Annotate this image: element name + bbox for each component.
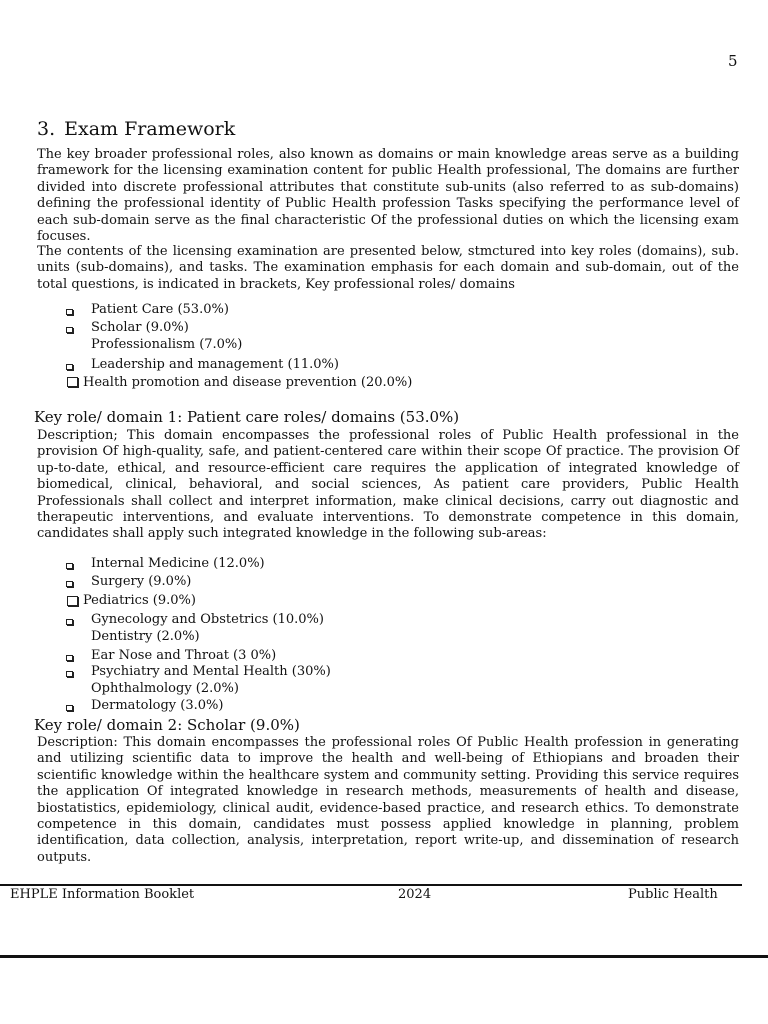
domain-2-description: Description: This domain encompasses the professional roles Of Public Health profession in generating and utilizing scientific data to improve the health and well-being of Ethiopians and broaden their scientific knowledge within the healthcare system and community setting. Providing this service requires the application Of integrated knowledge in research methods, measurements of health and disease, biostatistics, epidemiology, clinical audit, evidence-based practice, and research ethics. To demonstrate competence in this domain, candidates must possess applied knowledge in planning, problem identification, data collection, analysis, interpretation, report write-up, and dissemination of research outputs. [37,735,739,865]
section-title [37,118,235,140]
list-item: Pediatrics (9.0%) [83,593,196,608]
footer-left: EHPLE Information Booklet [10,887,195,902]
footer-center: 2024 [398,887,432,902]
list-item: Professionalism (7.0%) [91,337,243,352]
footer-divider [0,884,742,886]
page-number: 5 [728,52,738,70]
domain-2-heading: Key role/ domain 2: Scholar (9.0%) [34,716,300,734]
intro-paragraph-1: The key broader professional roles, also known as domains or main knowledge areas serve as a building framework for the licensing examination content for public Health professional, The domains are further divided into discrete professional attributes that constitute sub-units (also referred to as sub-domains) defining the professional identity of Public Health profession Tasks specifying the performance level of each sub-domain serve as the final characteristic Of the professional duties on which the licensing exam focuses. [37,147,739,245]
list-item: Leadership and management (11.0%) [91,357,339,372]
list-item: Psychiatry and Mental Health (30%) [91,664,331,679]
list-item: Surgery (9.0%) [91,574,192,589]
list-item: Ophthalmology (2.0%) [91,681,239,696]
domain-1-heading: Key role/ domain 1: Patient care roles/ domains (53.0%) [34,408,460,426]
checkbox-bullet-icon [67,596,78,606]
checkbox-bullet-icon [66,705,73,711]
list-item: Gynecology and Obstetrics (10.0%) [91,612,324,627]
list-item: Dermatology (3.0%) [91,698,224,713]
checkbox-bullet-icon [66,563,73,569]
intro-paragraph-2: The contents of the licensing examination are presented below, stmctured into key roles (domains), sub. units (sub-domains), and tasks. The examination emphasis for each domain and sub-domain, out of the total questions, is indicated in brackets, Key professional roles/ domains [37,244,739,292]
checkbox-bullet-icon [66,309,73,315]
checkbox-bullet-icon [66,619,73,625]
domain-1-description: Description; This domain encompasses the professional roles of Public Health professional in the provision Of high-quality, safe, and patient-centered care within their scope Of practice. The provision Of up-to-date, ethical, and resource-efficient care requires the application of integrated knowledge of biomedical, clinical, behavioral, and social sciences, As patient care providers, Public Health Professionals shall collect and interpret information, make clinical decisions, carry out diagnostic and therapeutic interventions, and evaluate interventions. To demonstrate competence in this domain, candidates shall apply such integrated knowledge in the following sub-areas: [37,428,739,542]
list-item: Health promotion and disease prevention (20.0%) [83,375,413,390]
list-item: Internal Medicine (12.0%) [91,556,265,571]
checkbox-bullet-icon [66,364,73,370]
footer-right: Public Health [628,887,718,902]
list-item: Scholar (9.0%) [91,320,189,335]
checkbox-bullet-icon [66,671,73,677]
list-item: Dentistry (2.0%) [91,629,200,644]
checkbox-bullet-icon [66,581,73,587]
checkbox-bullet-icon [67,377,78,387]
checkbox-bullet-icon [66,327,73,333]
bottom-divider [0,955,768,958]
section-title-text: Exam Framework [64,118,236,140]
checkbox-bullet-icon [66,655,73,661]
list-item: Ear Nose and Throat (3 0%) [91,648,277,663]
section-number: 3. [37,118,56,140]
list-item: Patient Care (53.0%) [91,302,229,317]
